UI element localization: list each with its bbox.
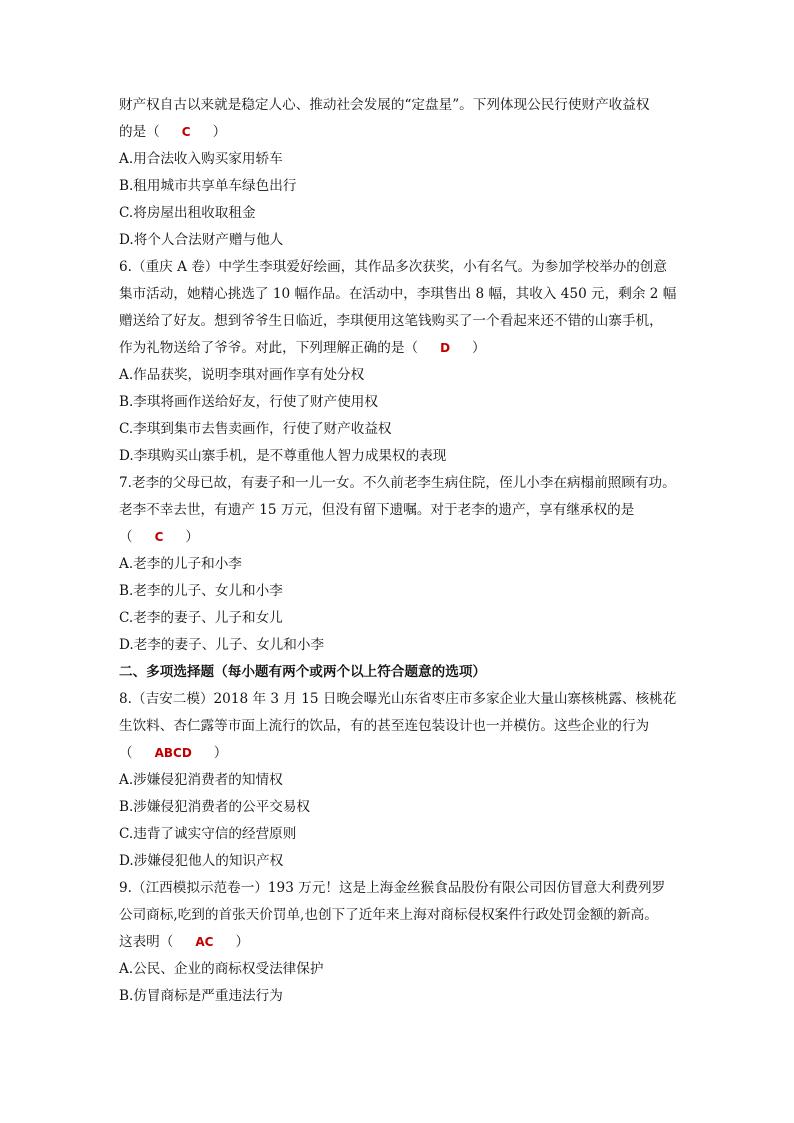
q9-line-1: 9.（江西模拟示范卷一）193 万元！这是上海金丝猴食品股份有限公司因仿冒意大利费列罗 (119, 880, 666, 896)
q6-stem-suffix: ） (472, 340, 486, 356)
q7-stem-prefix: （ (119, 529, 133, 545)
q8-option-b: B.涉嫌侵犯消费者的公平交易权 (119, 799, 311, 815)
q8-option-a: A.涉嫌侵犯消费者的知情权 (119, 772, 283, 788)
q7-line-3 (119, 524, 687, 551)
q9-option-a: A.公民、企业的商标权受法律保护 (119, 961, 324, 977)
q8-answer: ABCD (154, 746, 192, 760)
q6-line-1: 6.（重庆 A 卷）中学生李琪爱好绘画，其作品多次获奖，小有名气。为参加学校举办的创意 (119, 259, 667, 275)
q6-line-4 (119, 335, 687, 362)
q7-line-2: 老李不幸去世，有遗产 15 万元，但没有留下遗嘱。对于老李的遗产，享有继承权的是 (119, 502, 635, 518)
q5-option-d: D.将个人合法财产赠与他人 (119, 232, 284, 248)
q8-line-1: 8.（吉安二模）2018 年 3 月 15 日晚会曝光山东省枣庄市多家企业大量山寨核桃露、核桃花 (119, 691, 677, 707)
q7-option-b: B.老李的儿子、女儿和小李 (119, 583, 283, 599)
q8-option-d: D.涉嫌侵犯他人的知识产权 (119, 853, 284, 869)
q5-stem-prefix: 的是（ (119, 124, 160, 140)
q6-option-c: C.李琪到集市去售卖画作，行使了财产收益权 (119, 421, 392, 437)
q7-line-1: 7.老李的父母已故，有妻子和一儿一女。不久前老李生病住院，侄儿小李在病榻前照顾有功。 (119, 475, 676, 491)
q5-option-c: C.将房屋出租收取租金 (119, 205, 256, 221)
q8-line-3 (119, 740, 687, 767)
q6-option-d: D.李琪购买山寨手机，是不尊重他人智力成果权的表现 (119, 448, 447, 464)
q5-answer: C (181, 125, 191, 139)
q5-stem-suffix: ） (212, 124, 227, 140)
q9-line-2: 公司商标,吃到的首张天价罚单,也创下了近年来上海对商标侵权案件行政处罚金额的新高。 (119, 907, 658, 923)
q5-option-b: B.租用城市共享单车绿色出行 (119, 178, 297, 194)
q9-stem-prefix: 这表明（ (119, 934, 174, 950)
q6-line-3: 赠送给了好友。想到爷爷生日临近，李琪便用这笔钱购买了一个看起来还不错的山寨手机， (119, 313, 663, 329)
q5-stem-line-2 (119, 119, 687, 146)
q9-line-3 (119, 929, 687, 956)
q6-option-a: A.作品获奖，说明李琪对画作享有处分权 (119, 367, 365, 383)
q7-option-c: C.老李的妻子、儿子和女儿 (119, 610, 283, 626)
q7-answer: C (154, 530, 164, 544)
q7-stem-suffix: ） (185, 529, 199, 545)
q5-option-a: A.用合法收入购买家用轿车 (119, 151, 283, 167)
q8-line-2: 生饮料、杏仁露等市面上流行的饮品，有的甚至连包装设计也一并模仿。这些企业的行为 (119, 718, 650, 734)
q6-line-2: 集市活动，她精心挑选了 10 幅作品。在活动中，李琪售出 8 幅，其收入 450 元，剩余 2 幅 (119, 286, 677, 302)
q5-stem-line-1: 财产权自古以来就是稳定人心、推动社会发展的“定盘星”。下列体现公民行使财产收益权 (119, 97, 650, 113)
q9-answer: AC (195, 935, 214, 949)
q6-answer: D (440, 341, 451, 355)
q8-stem-suffix: ） (213, 745, 228, 761)
q6-stem-prefix: 作为礼物送给了爷爷。对此，下列理解正确的是（ (119, 340, 419, 356)
q9-option-b: B.仿冒商标是严重违法行为 (119, 988, 283, 1004)
q9-stem-suffix: ） (235, 934, 250, 950)
q6-option-b: B.李琪将画作送给好友，行使了财产使用权 (119, 394, 378, 410)
q7-option-a: A.老李的儿子和小李 (119, 556, 242, 572)
q8-option-c: C.违背了诚实守信的经营原则 (119, 826, 297, 842)
q8-stem-prefix: （ (119, 745, 133, 761)
section-2-heading: 二、多项选择题（每小题有两个或两个以上符合题意的选项） (119, 664, 487, 680)
q7-option-d: D.老李的妻子、儿子、女儿和小李 (119, 637, 325, 653)
document-content (119, 92, 687, 1010)
